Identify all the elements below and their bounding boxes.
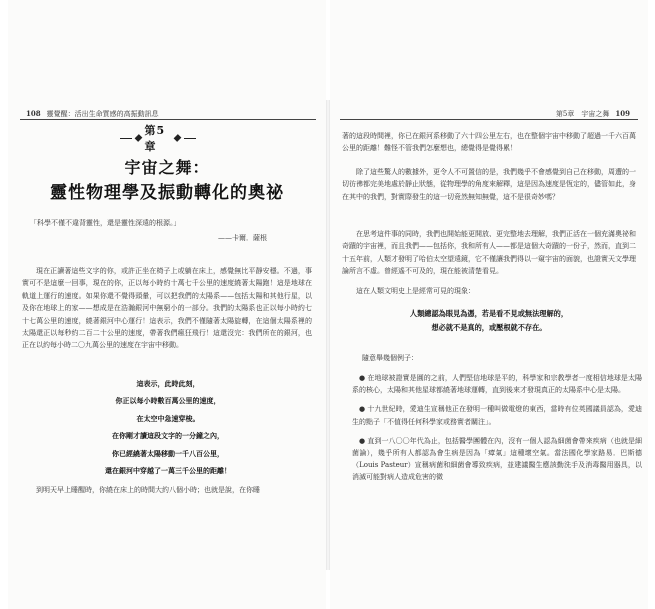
verse-line: 還在銀河中穿越了一萬三千公里的距離！	[105, 466, 231, 476]
body-paragraph: 現在正讀著這些文字的你，或許正坐在椅子上或躺在床上，感覺無比平靜安穩。不過，事實可不是這麼一回事，現在的你，正以每小時約十萬七千公里的速度繞著太陽跑！這是地球在軌道上運行的速度。如果你還不覺得頭暈，可以把我們的太陽系——包括太陽和其他行星，以及你在地球上的家——想成是在浩瀚銀河中無窮小的一部分。我們的太陽系也正以每小時約七十七萬公里的速度，繞著銀河中心運行！這表示，我們不僅隨著太陽旋轉，在這個太陽系裡的太陽還正以每秒約二百二十公里的速度，帶著我們瘋狂飛行！這還沒完：我們所在的銀河，也正在以約每小時二〇九萬公里的速度在宇宙中移動。	[22, 267, 312, 350]
left-page-number: 108	[26, 109, 41, 118]
list-item: ● 直到一八〇〇年代為止，包括醫學團體在內，沒有一個人認為細菌會帶來疾病（也就是細菌論），幾乎所有人都認為會生病是因為「瘴氣」這種壞空氣。當法國化學家路易．巴斯德（Louis Pasteur）宣稱病菌和細菌會導致疾病，並建議醫生應該勤洗手及消毒醫用器具，以消滅可能對病人造成危害的微	[352, 436, 642, 482]
badge-rule-right	[184, 138, 196, 139]
diamond-icon	[134, 134, 142, 142]
list-item: ● 在地球被證實是圓的之前，人們堅信地球是平的，科學家和宗教學者一度相信地球是太陽系的核心，太陽和其他星球都繞著地球運轉，直到後來才發現真正的太陽系中心是太陽。	[352, 374, 642, 395]
verse-line: 你已經繞著太陽移動一千八百公里，	[112, 448, 224, 458]
body-paragraph: 到明天早上睡醒時，你繞在床上的時間大約八個小時；也就是說，在你睡	[36, 486, 260, 494]
left-page	[8, 0, 326, 609]
chapter-title-line1: 宇宙之舞：	[124, 158, 210, 177]
left-running-head-text: 靈覺醒：活出生命質感的高振動訊息	[46, 110, 159, 118]
right-page	[330, 0, 648, 609]
examples-intro: 隨意舉幾個例子：	[362, 354, 418, 362]
badge-rule-left	[120, 138, 132, 139]
epigraph-quote: 「科學不僅不違背靈性，還是靈性深遠的根源。」	[30, 219, 181, 227]
right-page-number: 109	[615, 109, 630, 118]
body-paragraph: 除了這些驚人的數據外，更令人不可置信的是，我們幾乎不會感覺到自己在移動，周遭的一切彷彿都完美地處於靜止狀態，從物理學的角度來解釋，這是因為速度是恆定的，儘管如此，身在其中的我們，對實際發生的這一切竟然無知無覺，這不是很奇妙嗎？	[342, 168, 636, 201]
epigraph-source: ——卡爾．薩根	[218, 234, 267, 242]
verse-line: 這表示，此時此刻，	[136, 379, 200, 388]
chapter-label: 第5章	[144, 124, 166, 153]
chapter-title-line2: 靈性物理學及振動轉化的奧祕	[50, 183, 284, 203]
example-list	[352, 372, 642, 491]
right-header-rule	[340, 119, 638, 120]
highlight-verse	[28, 375, 308, 479]
body-paragraph: 著的這段時間裡，你已在銀河系移動了六十四公里左右，也在整個宇宙中移動了超過一千六百萬公里的距離！難怪不管我們怎麼想也，總覺得是覺得累！	[342, 132, 636, 153]
verse-line: 在你剛才讀這段文字的一分鐘之內，	[112, 431, 224, 441]
list-item: ● 十九世紀時，愛迪生宣稱他正在發明一種叫做電燈的東西，當時有位英國議員認為，愛迪生的點子「不值得任何科學家或務實者關注」。	[352, 405, 642, 426]
verse-line: 在太空中急速穿梭。	[136, 413, 200, 423]
left-header-rule	[20, 119, 316, 120]
right-running-head	[556, 109, 636, 119]
left-running-head	[20, 109, 159, 119]
emphasis-line: 想必就不是真的，或壓根就不存在。	[431, 323, 547, 332]
body-paragraph: 在思考這件事的同時，我們也開始能更開放、更完整地去理解，我們正活在一個充滿奧祕和奇蹟的宇宙裡，而且我們——包括你，我和所有人——都是這個大奇蹟的一份子，然而，直到二十五年前，人類才發明了哈伯太空望遠鏡，它不僅讓我們得以一窺宇宙的面貌，也證實天文學理論所言不虛。曾經遙不可及的，現在能被清楚看見。	[342, 230, 636, 276]
emphasis-line: 人類總認為眼見為憑，若是看不見或無法理解的，	[409, 309, 569, 318]
diamond-icon	[174, 134, 182, 142]
verse-line: 你正以每小時數百萬公里的速度，	[115, 396, 221, 406]
body-paragraph: 這在人類文明史上是經常可見的現象：	[356, 287, 475, 295]
emphasis-statement	[330, 307, 648, 335]
chapter-badge	[120, 124, 196, 153]
right-running-head-text: 第5章 宇宙之舞	[555, 110, 610, 118]
